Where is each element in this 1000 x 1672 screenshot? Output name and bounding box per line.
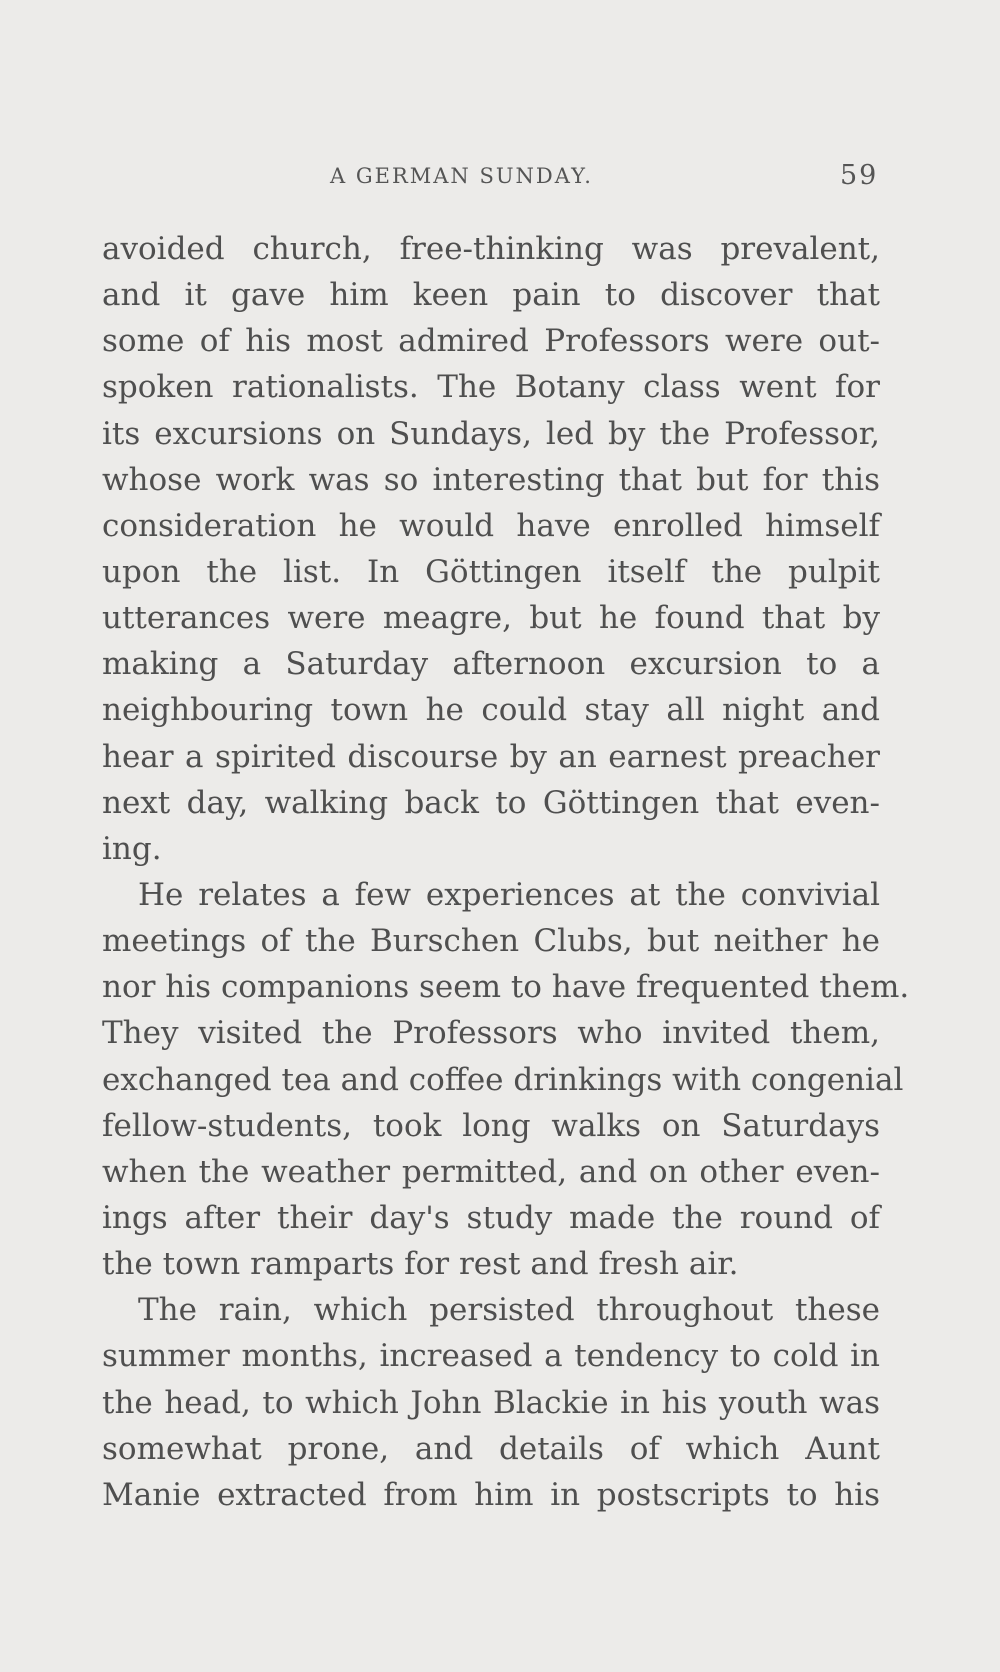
text-line: fellow-students, took long walks on Saturdays bbox=[102, 1107, 880, 1144]
page-number: 59 bbox=[840, 160, 879, 191]
text-line: the town ramparts for rest and fresh air. bbox=[102, 1246, 739, 1283]
text-line: exchanged tea and coffee drinkings with congenial bbox=[102, 1061, 904, 1098]
text-line: They visited the Professors who invited them, bbox=[102, 1015, 880, 1052]
text-line: its excursions on Sundays, led by the Professor, bbox=[102, 415, 880, 452]
text-line: utterances were meagre, but he found that by bbox=[102, 600, 880, 637]
text-line: summer months, increased a tendency to cold in bbox=[102, 1338, 880, 1375]
text-line: making a Saturday afternoon excursion to a bbox=[102, 646, 880, 683]
text-line: neighbouring town he could stay all night and bbox=[102, 692, 880, 729]
text-line: upon the list. In Göttingen itself the pulpit bbox=[102, 553, 880, 590]
text-line: nor his companions seem to have frequented them. bbox=[102, 969, 910, 1006]
text-line: avoided church, free-thinking was prevalent, bbox=[102, 231, 880, 267]
text-line: He relates a few experiences at the convivial bbox=[138, 876, 880, 913]
text-line: Manie extracted from him in postscripts to his bbox=[102, 1476, 880, 1513]
text-line: consideration he would have enrolled himself bbox=[102, 507, 880, 544]
text-line: ing. bbox=[102, 830, 162, 867]
text-line: when the weather permitted, and on other even- bbox=[102, 1153, 880, 1190]
text-line: and it gave him keen pain to discover that bbox=[102, 277, 880, 314]
text-line: whose work was so interesting that but for this bbox=[102, 461, 880, 498]
text-line: hear a spirited discourse by an earnest preacher bbox=[102, 738, 880, 775]
text-line: The rain, which persisted throughout these bbox=[138, 1292, 880, 1329]
text-line: meetings of the Burschen Clubs, but neither he bbox=[102, 923, 880, 960]
text-line: ings after their day's study made the round of bbox=[102, 1199, 880, 1236]
text-line: some of his most admired Professors were out- bbox=[102, 323, 880, 360]
running-title: A GERMAN SUNDAY. bbox=[330, 164, 593, 188]
text-line: spoken rationalists. The Botany class went for bbox=[102, 369, 880, 406]
running-head bbox=[0, 160, 1000, 200]
text-line: next day, walking back to Göttingen that even- bbox=[102, 784, 880, 821]
text-line: somewhat prone, and details of which Aunt bbox=[102, 1430, 880, 1467]
text-line: the head, to which John Blackie in his youth was bbox=[102, 1384, 880, 1421]
body-text bbox=[102, 226, 910, 1518]
